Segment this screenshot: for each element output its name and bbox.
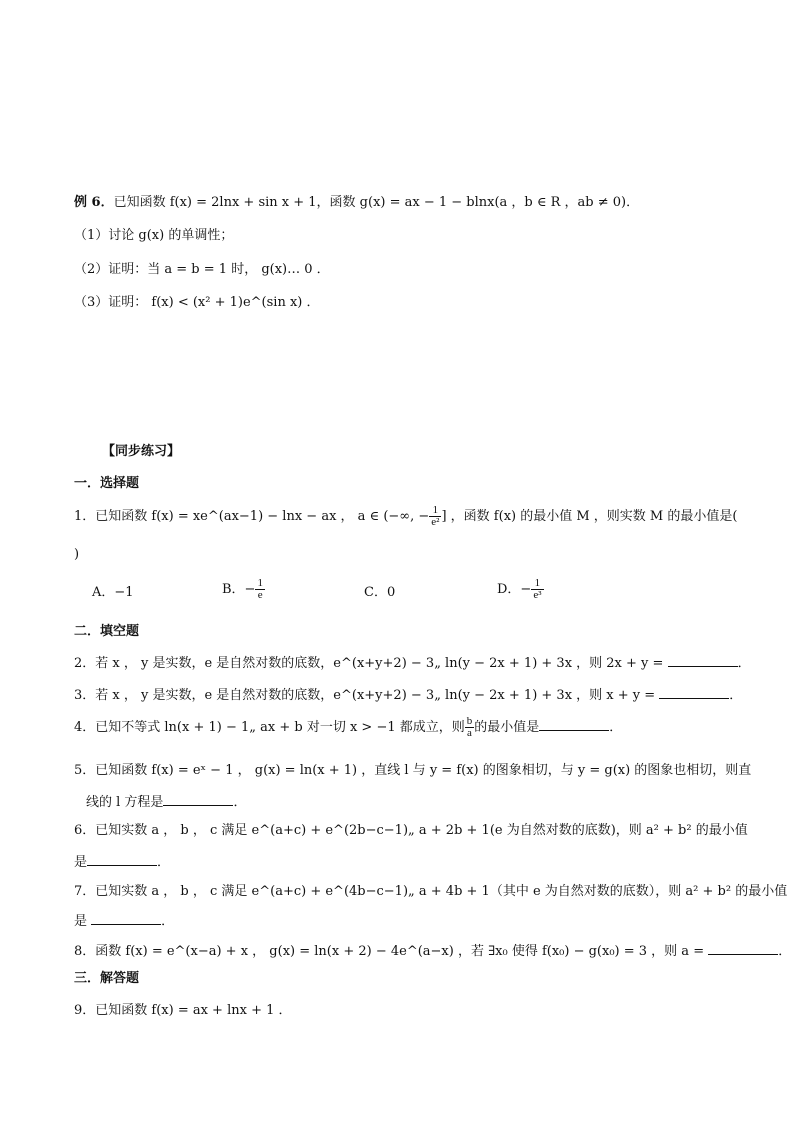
q3-answer-blank[interactable]	[659, 686, 729, 699]
q8-period: ．	[778, 944, 792, 959]
q7-period: ．	[161, 914, 175, 929]
q1-stem	[74, 505, 737, 528]
section-answer: 三．解答题	[74, 971, 140, 986]
example-part-3: （3）证明： f(x) < (x² + 1)e^(sin x) ．	[74, 295, 320, 310]
q1-option-b	[222, 578, 265, 601]
q1-option-a: A．−1	[92, 585, 134, 600]
q5-period: ．	[233, 795, 247, 810]
q1-text-b: ] ，函数 f(x) 的最小值 M ，则实数 M 的最小值是(	[441, 509, 738, 524]
q8	[74, 942, 791, 960]
q5-text-b: 线的 l 方程是	[86, 795, 164, 810]
q4-text-b: 的最小值是	[474, 720, 540, 735]
q3-text: 3．若 x ， y 是实数，e 是自然对数的底数，e^(x+y+2) − 3„ ln(y − 2x + 1) + 3x ，则 x + y =	[74, 688, 656, 703]
q5-line-1: 5．已知函数 f(x) = eˣ − 1 ， g(x) = ln(x + 1) ，直线 l 与 y = f(x) 的图象相切，与 y = g(x) 的图象也相切，则直	[74, 763, 752, 778]
q1-option-d	[497, 578, 544, 601]
q8-text: 8．函数 f(x) = e^(x−a) + x ， g(x) = ln(x + 2) − 4e^(a−x) ，若 ∃x₀ 使得 f(x₀) − g(x₀) = 3 ，则 a =	[74, 944, 705, 959]
q1-opt-b-label: B．−	[222, 582, 256, 597]
q9: 9．已知函数 f(x) = ax + lnx + 1 ．	[74, 1003, 292, 1018]
example-part-1: （1）讨论 g(x) 的单调性；	[74, 228, 234, 243]
q1-text-a: 1．已知函数 f(x) = xe^(ax−1) − lnx − ax ， a ∈ (−∞, −	[74, 509, 430, 524]
q4	[74, 716, 622, 739]
q4-answer-blank[interactable]	[539, 718, 609, 731]
q3-period: ．	[729, 688, 743, 703]
q1-opt-d-fraction	[531, 578, 543, 601]
q4-frac-num: b	[466, 715, 473, 727]
q7-text-b: 是	[74, 914, 88, 929]
q2	[74, 654, 751, 672]
q6-period: ．	[157, 855, 171, 870]
q4-frac-den: a	[467, 727, 472, 739]
section-choice: 一．选择题	[74, 476, 140, 491]
q1-opt-b-fraction	[255, 578, 265, 601]
q6-line-2	[74, 853, 170, 871]
q1-opt-d-label: D．−	[497, 582, 532, 597]
q3	[74, 686, 742, 704]
q7-line-2	[74, 912, 174, 930]
example-6-stem	[74, 195, 639, 211]
q7-line-1: 7．已知实数 a ， b ， c 满足 e^(a+c) + e^(4b−c−1)„ a + 4b + 1（其中 e 为自然对数的底数），则 a² + b² 的最小值	[74, 884, 788, 899]
q1-fraction	[429, 505, 441, 528]
example-text: 已知函数 f(x) = 2lnx + sin x + 1，函数 g(x) = ax − 1 − blnx(a ，b ∈ R ，ab ≠ 0)．	[113, 195, 640, 210]
section-fill: 二．填空题	[74, 624, 140, 639]
q1-frac-num: 1	[429, 505, 441, 517]
q1-option-c: C．0	[364, 585, 396, 600]
q2-answer-blank[interactable]	[668, 654, 738, 667]
q6-answer-blank[interactable]	[87, 853, 157, 866]
practice-heading: 【同步练习】	[102, 444, 181, 459]
q4-text-a: 4．已知不等式 ln(x + 1) − 1„ ax + b 对一切 x > −1 都成立，则	[74, 720, 465, 735]
q1-opt-d-den: e³	[533, 589, 542, 601]
q6-text-b: 是	[74, 855, 88, 870]
q7-answer-blank[interactable]	[91, 912, 161, 925]
q1-frac-den: e²	[431, 516, 440, 528]
example-part-2: （2）证明：当 a = b = 1 时， g(x)… 0 ．	[74, 262, 330, 277]
q1-close-paren: )	[74, 547, 80, 562]
q2-period: ．	[737, 656, 751, 671]
example-label: 例 6．	[74, 195, 114, 210]
q5-line-2	[86, 793, 246, 811]
q1-opt-b-num: 1	[257, 577, 263, 589]
q5-answer-blank[interactable]	[163, 793, 233, 806]
q1-opt-d-num: 1	[531, 578, 543, 590]
q8-answer-blank[interactable]	[708, 942, 778, 955]
q6-line-1: 6．已知实数 a ， b ， c 满足 e^(a+c) + e^(2b−c−1)„ a + 2b + 1(e 为自然对数的底数)，则 a² + b² 的最小值	[74, 823, 748, 838]
q2-text: 2．若 x ， y 是实数，e 是自然对数的底数，e^(x+y+2) − 3„ ln(y − 2x + 1) + 3x ，则 2x + y =	[74, 656, 664, 671]
q1-opt-b-den: e	[257, 589, 263, 601]
q4-fraction	[465, 716, 475, 739]
q4-period: ．	[609, 720, 623, 735]
